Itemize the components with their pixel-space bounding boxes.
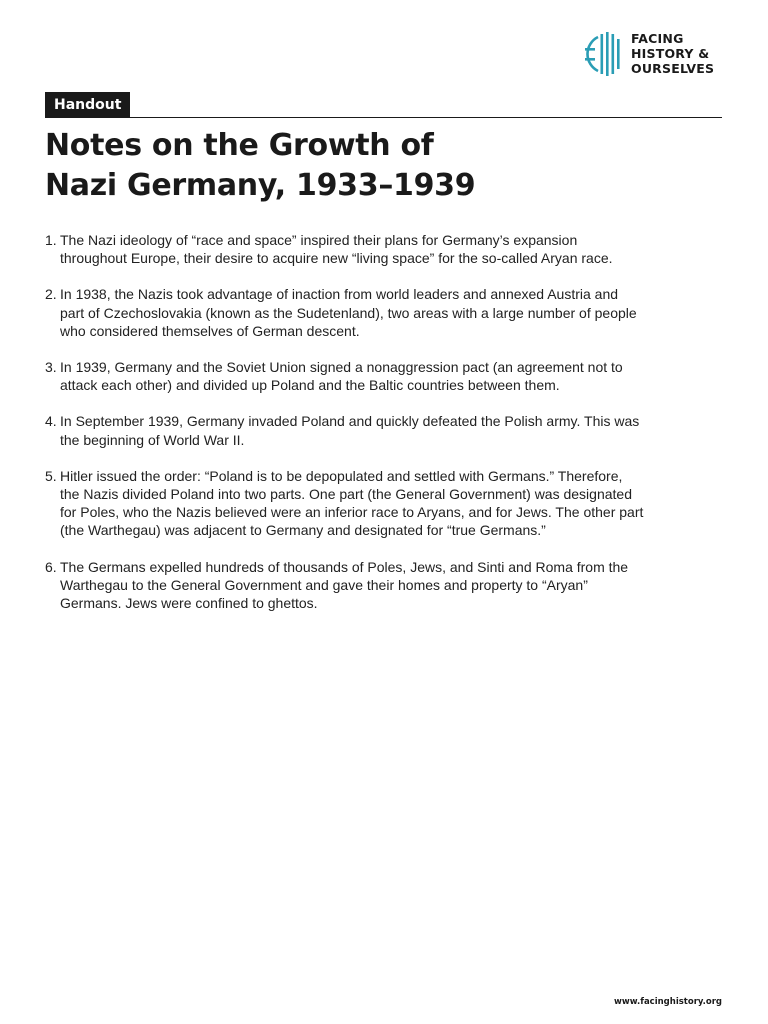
title-line-1: Notes on the Growth of [45, 128, 434, 163]
list-item-text: Hitler issued the order: “Poland is to be depopulated and settled with Germans.” Therefore, the Nazis divided Poland into two parts. One part (the General Government) was designated for Poles, who the Nazis believed were an inferior race to Aryans, and for Jews. The other part (the Warthegau) was adjacent to Germany and designated for “true Germans.” [60, 467, 644, 539]
list-item [45, 467, 645, 540]
notes-list [45, 231, 645, 630]
list-item-text: In 1938, the Nazis took advantage of inaction from world leaders and annexed Austria and part of Czechoslovakia (known as the Sudetenland), two areas with a large number of people who considered themselves of German descent. [60, 286, 637, 339]
list-item-text: The Nazi ideology of “race and space” inspired their plans for Germany’s expansion throughout Europe, their desire to acquire new “living space” for the so-called Aryan race. [60, 232, 613, 267]
logo-line-1: FACING [631, 31, 684, 46]
list-item-text: In 1939, Germany and the Soviet Union signed a nonaggression pact (an agreement not to attack each other) and divided up Poland and the Baltic countries between them. [60, 359, 623, 394]
logo-line-3: OURSELVES [631, 61, 715, 76]
list-item-number: 4. [45, 413, 57, 430]
handout-badge: Handout [45, 92, 130, 118]
list-item [45, 231, 645, 267]
list-item-number: 1. [45, 232, 57, 248]
facing-history-logo [584, 31, 726, 77]
facing-history-logo-icon [584, 31, 628, 77]
logo-line-2: HISTORY & [631, 46, 710, 61]
list-item [45, 412, 645, 448]
title-line-2: Nazi Germany, 1933–1939 [45, 168, 476, 203]
list-item-number: 5. [45, 467, 57, 484]
list-item [45, 358, 645, 394]
list-item [45, 285, 645, 340]
list-item-text: In September 1939, Germany invaded Poland and quickly defeated the Polish army. This was the beginning of World War II. [60, 413, 640, 448]
logo-wordmark [631, 31, 714, 76]
list-item-number: 3. [45, 359, 57, 376]
list-item [45, 558, 645, 613]
list-item-number: 2. [45, 286, 57, 303]
list-item-text: The Germans expelled hundreds of thousands of Poles, Jews, and Sinti and Roma from the Warthegau to the General Government and gave their homes and property to “Aryan” Germans. Jews were confined to ghettos. [60, 558, 629, 612]
header-rule [45, 117, 722, 118]
list-item-number: 6. [45, 558, 57, 575]
footer-url: www.facinghistory.org [614, 997, 722, 1007]
page-title [45, 126, 475, 206]
